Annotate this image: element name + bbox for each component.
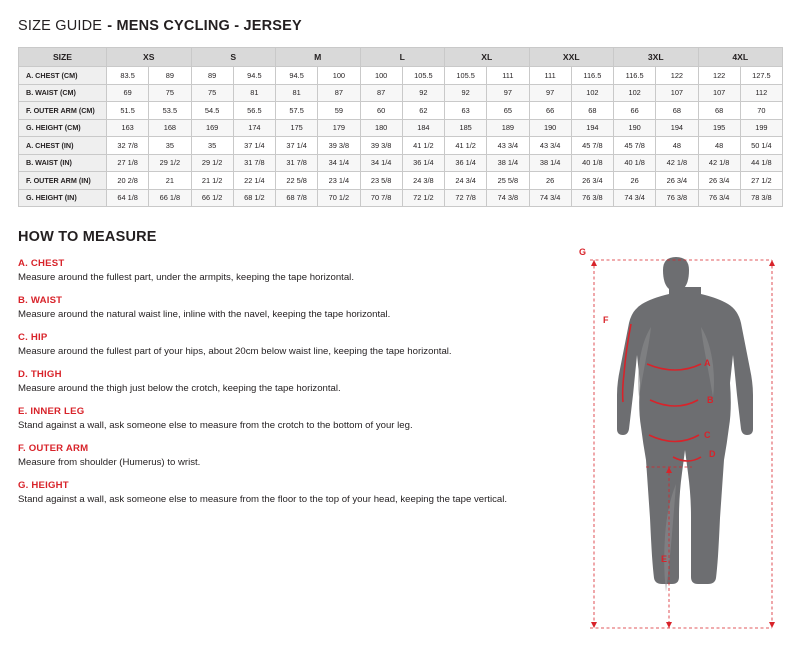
- table-cell: 22 5/8: [276, 172, 318, 190]
- table-row: [19, 84, 783, 102]
- table-cell: 75: [149, 84, 191, 102]
- table-cell: 111: [487, 67, 529, 85]
- table-cell: 36 1/4: [402, 154, 444, 172]
- table-cell: 48: [698, 137, 740, 155]
- measure-item-outer-arm: [18, 443, 608, 469]
- table-cell: 89: [191, 67, 233, 85]
- measure-head: B. WAIST: [18, 294, 63, 306]
- table-cell: 43 3/4: [487, 137, 529, 155]
- table-header-cell: XXL: [529, 48, 614, 67]
- table-cell: 68: [656, 102, 698, 120]
- table-cell: 48: [656, 137, 698, 155]
- table-cell: 26 3/4: [571, 172, 613, 190]
- table-cell: 45 7/8: [614, 137, 656, 155]
- table-cell: 38 1/4: [487, 154, 529, 172]
- table-cell: 180: [360, 119, 402, 137]
- measure-body: Measure around the fullest part, under the armpits, keeping the tape horizontal.: [18, 272, 354, 283]
- table-cell: 21: [149, 172, 191, 190]
- measure-head: C. HIP: [18, 331, 48, 343]
- table-cell: 57.5: [276, 102, 318, 120]
- how-to-measure-list: [18, 258, 608, 506]
- table-cell: 174: [233, 119, 275, 137]
- table-cell: 69: [107, 84, 149, 102]
- measure-body: Measure around the fullest part of your hips, about 20cm below waist line, keeping the tape horizontal.: [18, 345, 452, 357]
- table-cell: 35: [149, 137, 191, 155]
- table-cell: 185: [445, 119, 487, 137]
- measure-item-chest: [18, 258, 608, 284]
- table-cell: 100: [318, 67, 360, 85]
- table-cell: 190: [614, 119, 656, 137]
- figure-label-b: B: [707, 395, 714, 405]
- table-cell: 168: [149, 119, 191, 137]
- table-cell: 68 7/8: [276, 189, 318, 207]
- measure-item-inner-leg: [18, 406, 608, 432]
- table-cell: 23 5/8: [360, 172, 402, 190]
- table-cell: 94.5: [276, 67, 318, 85]
- table-cell: 70 7/8: [360, 189, 402, 207]
- table-cell: 59: [318, 102, 360, 120]
- body-silhouette: [617, 257, 753, 584]
- table-cell: 66 1/2: [191, 189, 233, 207]
- table-cell: 64 1/8: [107, 189, 149, 207]
- table-cell: 51.5: [107, 102, 149, 120]
- table-cell: 31 7/8: [276, 154, 318, 172]
- measure-item-thigh: [18, 369, 608, 395]
- table-cell: 81: [233, 84, 275, 102]
- table-cell: 83.5: [107, 67, 149, 85]
- table-cell: 37 1/4: [233, 137, 275, 155]
- table-cell: 163: [107, 119, 149, 137]
- table-cell: 31 7/8: [233, 154, 275, 172]
- table-cell: 70 1/2: [318, 189, 360, 207]
- table-cell: 34 1/4: [318, 154, 360, 172]
- table-cell: 76 3/4: [698, 189, 740, 207]
- table-cell: 102: [571, 84, 613, 102]
- table-cell: 122: [656, 67, 698, 85]
- table-cell: 74 3/8: [487, 189, 529, 207]
- table-cell: 24 3/4: [445, 172, 487, 190]
- table-cell: 190: [529, 119, 571, 137]
- table-header-row: [19, 48, 783, 67]
- table-cell: 100: [360, 67, 402, 85]
- table-cell: 68: [571, 102, 613, 120]
- row-label: B. WAIST (IN): [19, 154, 107, 172]
- table-cell: 39 3/8: [318, 137, 360, 155]
- measure-head: F. OUTER ARM: [18, 442, 89, 454]
- figure-label-e: E: [661, 554, 668, 564]
- table-cell: 116.5: [614, 67, 656, 85]
- row-label: B. WAIST (CM): [19, 84, 107, 102]
- table-cell: 26 3/4: [656, 172, 698, 190]
- table-cell: 94.5: [233, 67, 275, 85]
- table-cell: 89: [149, 67, 191, 85]
- table-header-cell: S: [191, 48, 276, 67]
- table-cell: 50 1/4: [740, 137, 782, 155]
- table-row: [19, 172, 783, 190]
- table-row: [19, 189, 783, 207]
- figure-label-c: C: [704, 430, 711, 440]
- table-cell: 27 1/2: [740, 172, 782, 190]
- table-cell: 74 3/4: [529, 189, 571, 207]
- table-cell: 34 1/4: [360, 154, 402, 172]
- table-header-cell: M: [276, 48, 361, 67]
- row-label: A. CHEST (CM): [19, 67, 107, 85]
- table-cell: 39 3/8: [360, 137, 402, 155]
- table-cell: 38 1/4: [529, 154, 571, 172]
- table-row: [19, 154, 783, 172]
- table-cell: 87: [318, 84, 360, 102]
- table-cell: 42 1/8: [656, 154, 698, 172]
- table-cell: 29 1/2: [149, 154, 191, 172]
- table-cell: 41 1/2: [402, 137, 444, 155]
- table-cell: 63: [445, 102, 487, 120]
- table-cell: 56.5: [233, 102, 275, 120]
- table-cell: 97: [487, 84, 529, 102]
- table-cell: 66: [614, 102, 656, 120]
- table-header-cell: XS: [107, 48, 192, 67]
- measure-head: A. CHEST: [18, 258, 65, 269]
- table-row: [19, 119, 783, 137]
- measure-item-waist: [18, 295, 608, 321]
- row-label: A. CHEST (IN): [19, 137, 107, 155]
- table-cell: 41 1/2: [445, 137, 487, 155]
- row-label: F. OUTER ARM (IN): [19, 172, 107, 190]
- table-cell: 112: [740, 84, 782, 102]
- table-body: [19, 67, 783, 207]
- table-cell: 44 1/8: [740, 154, 782, 172]
- table-cell: 107: [698, 84, 740, 102]
- table-cell: 70: [740, 102, 782, 120]
- figure-label-g-top: G: [579, 247, 587, 257]
- table-cell: 26 3/4: [698, 172, 740, 190]
- table-cell: 72 7/8: [445, 189, 487, 207]
- table-cell: 25 5/8: [487, 172, 529, 190]
- table-cell: 179: [318, 119, 360, 137]
- table-cell: 111: [529, 67, 571, 85]
- table-cell: 32 7/8: [107, 137, 149, 155]
- row-label: G. HEIGHT (CM): [19, 119, 107, 137]
- table-cell: 29 1/2: [191, 154, 233, 172]
- table-cell: 102: [614, 84, 656, 102]
- table-cell: 116.5: [571, 67, 613, 85]
- table-cell: 127.5: [740, 67, 782, 85]
- table-cell: 76 3/8: [656, 189, 698, 207]
- table-cell: 122: [698, 67, 740, 85]
- table-cell: 87: [360, 84, 402, 102]
- table-cell: 189: [487, 119, 529, 137]
- table-cell: 42 1/8: [698, 154, 740, 172]
- table-cell: 21 1/2: [191, 172, 233, 190]
- table-cell: 40 1/8: [614, 154, 656, 172]
- table-cell: 45 7/8: [571, 137, 613, 155]
- table-header-cell: 4XL: [698, 48, 783, 67]
- male-body-figure-svg: [576, 252, 786, 637]
- table-cell: 65: [487, 102, 529, 120]
- measure-body: Measure around the thigh just below the crotch, keeping the tape horizontal.: [18, 382, 341, 394]
- table-cell: 68 1/2: [233, 189, 275, 207]
- table-cell: 175: [276, 119, 318, 137]
- page-title-sub: - MENS CYCLING - JERSEY: [107, 18, 302, 34]
- table-cell: 40 1/8: [571, 154, 613, 172]
- table-cell: 68: [698, 102, 740, 120]
- table-cell: 54.5: [191, 102, 233, 120]
- measure-body: Stand against a wall, ask someone else to measure from the floor to the top of your head, keeping the tape vertical.: [18, 493, 508, 505]
- table-cell: 194: [571, 119, 613, 137]
- table-cell: 62: [402, 102, 444, 120]
- table-header-cell: L: [360, 48, 445, 67]
- table-row: [19, 67, 783, 85]
- measure-head: G. HEIGHT: [18, 479, 69, 491]
- table-row: [19, 102, 783, 120]
- table-cell: 37 1/4: [276, 137, 318, 155]
- table-cell: 78 3/8: [740, 189, 782, 207]
- table-cell: 43 3/4: [529, 137, 571, 155]
- measure-head: E. INNER LEG: [18, 405, 85, 417]
- table-cell: 36 1/4: [445, 154, 487, 172]
- measure-head: D. THIGH: [18, 368, 62, 380]
- row-label: G. HEIGHT (IN): [19, 189, 107, 207]
- table-cell: 22 1/4: [233, 172, 275, 190]
- table-cell: 75: [191, 84, 233, 102]
- table-header-cell: SIZE: [19, 48, 107, 67]
- table-cell: 169: [191, 119, 233, 137]
- measure-item-hip: [18, 332, 608, 358]
- measure-item-height: [18, 480, 608, 506]
- figure-label-a: A: [704, 358, 711, 368]
- table-cell: 26: [614, 172, 656, 190]
- figure-label-f: F: [603, 315, 609, 325]
- table-cell: 97: [529, 84, 571, 102]
- table-cell: 27 1/8: [107, 154, 149, 172]
- page-title-main: SIZE GUIDE: [18, 18, 103, 34]
- table-cell: 81: [276, 84, 318, 102]
- size-chart-table: [18, 47, 783, 207]
- table-cell: 105.5: [445, 67, 487, 85]
- table-cell: 92: [445, 84, 487, 102]
- table-cell: 107: [656, 84, 698, 102]
- table-cell: 194: [656, 119, 698, 137]
- page-title: [18, 18, 782, 34]
- table-cell: 20 2/8: [107, 172, 149, 190]
- measure-body: Measure from shoulder (Humerus) to wrist.: [18, 456, 201, 468]
- table-header-cell: 3XL: [614, 48, 699, 67]
- measure-body: Stand against a wall, ask someone else to measure from the crotch to the bottom of your leg.: [18, 419, 413, 431]
- table-cell: 74 3/4: [614, 189, 656, 207]
- table-cell: 24 3/8: [402, 172, 444, 190]
- table-cell: 195: [698, 119, 740, 137]
- measure-body: Measure around the natural waist line, inline with the navel, keeping the tape horizontal.: [18, 308, 391, 320]
- table-cell: 199: [740, 119, 782, 137]
- table-cell: 76 3/8: [571, 189, 613, 207]
- how-to-measure-title: HOW TO MEASURE: [18, 229, 157, 245]
- table-cell: 23 1/4: [318, 172, 360, 190]
- table-cell: 66 1/8: [149, 189, 191, 207]
- table-header-cell: XL: [445, 48, 530, 67]
- table-cell: 92: [402, 84, 444, 102]
- table-cell: 53.5: [149, 102, 191, 120]
- measurement-diagram: [576, 247, 786, 637]
- table-cell: 60: [360, 102, 402, 120]
- table-cell: 66: [529, 102, 571, 120]
- table-cell: 72 1/2: [402, 189, 444, 207]
- figure-label-d: D: [709, 449, 716, 459]
- table-cell: 184: [402, 119, 444, 137]
- row-label: F. OUTER ARM (CM): [19, 102, 107, 120]
- table-cell: 26: [529, 172, 571, 190]
- table-row: [19, 137, 783, 155]
- table-cell: 35: [191, 137, 233, 155]
- table-cell: 105.5: [402, 67, 444, 85]
